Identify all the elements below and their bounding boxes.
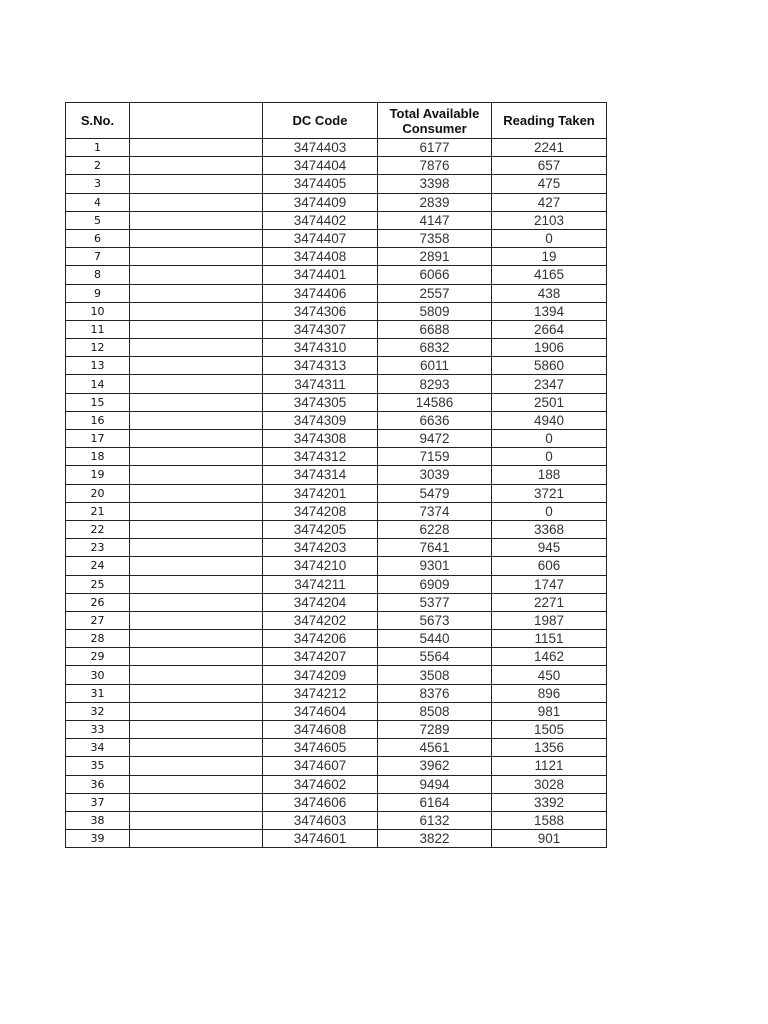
reading-taken-cell: 1505: [492, 721, 607, 739]
reading-taken-cell: 438: [492, 284, 607, 302]
reading-taken-cell: 2664: [492, 320, 607, 338]
table-row: [66, 393, 607, 411]
blank-cell: [130, 830, 263, 848]
dc-code-cell: 3474601: [263, 830, 378, 848]
table-row: [66, 520, 607, 538]
total-available-cell: 6164: [378, 793, 492, 811]
reading-taken-cell: 1394: [492, 302, 607, 320]
total-available-cell: 9472: [378, 430, 492, 448]
total-available-cell: 3508: [378, 666, 492, 684]
reading-taken-cell: 1987: [492, 611, 607, 629]
reading-taken-cell: 1121: [492, 757, 607, 775]
total-available-cell: 7641: [378, 539, 492, 557]
dc-code-cell: 3474406: [263, 284, 378, 302]
sno-cell: 18: [66, 448, 130, 466]
dc-code-cell: 3474209: [263, 666, 378, 684]
total-available-cell: 6228: [378, 520, 492, 538]
dc-code-cell: 3474202: [263, 611, 378, 629]
blank-cell: [130, 157, 263, 175]
blank-cell: [130, 793, 263, 811]
reading-taken-cell: 1906: [492, 339, 607, 357]
blank-cell: [130, 411, 263, 429]
sno-cell: 29: [66, 648, 130, 666]
table-row: [66, 484, 607, 502]
blank-cell: [130, 448, 263, 466]
reading-taken-cell: 606: [492, 557, 607, 575]
table-row: [66, 211, 607, 229]
sno-cell: 30: [66, 666, 130, 684]
reading-taken-cell: 945: [492, 539, 607, 557]
total-available-cell: 6909: [378, 575, 492, 593]
total-available-cell: 6636: [378, 411, 492, 429]
blank-cell: [130, 502, 263, 520]
table-row: [66, 302, 607, 320]
sno-cell: 10: [66, 302, 130, 320]
dc-code-cell: 3474602: [263, 775, 378, 793]
total-available-cell: 5440: [378, 630, 492, 648]
table-row: [66, 502, 607, 520]
reading-taken-cell: 1356: [492, 739, 607, 757]
blank-cell: [130, 339, 263, 357]
table-row: [66, 611, 607, 629]
dc-code-cell: 3474401: [263, 266, 378, 284]
dc-code-cell: 3474205: [263, 520, 378, 538]
reading-taken-cell: 427: [492, 193, 607, 211]
sno-cell: 17: [66, 430, 130, 448]
total-available-cell: 5809: [378, 302, 492, 320]
dc-code-cell: 3474403: [263, 139, 378, 157]
total-available-cell: 5377: [378, 593, 492, 611]
blank-cell: [130, 811, 263, 829]
sno-cell: 39: [66, 830, 130, 848]
reading-taken-cell: 1747: [492, 575, 607, 593]
total-available-cell: 9494: [378, 775, 492, 793]
dc-code-cell: 3474608: [263, 721, 378, 739]
reading-taken-cell: 981: [492, 702, 607, 720]
reading-taken-cell: 1151: [492, 630, 607, 648]
dc-code-cell: 3474603: [263, 811, 378, 829]
table-row: [66, 411, 607, 429]
dc-code-cell: 3474606: [263, 793, 378, 811]
total-available-cell: 14586: [378, 393, 492, 411]
dc-code-cell: 3474204: [263, 593, 378, 611]
total-available-cell: 6132: [378, 811, 492, 829]
dc-code-cell: 3474307: [263, 320, 378, 338]
total-available-cell: 9301: [378, 557, 492, 575]
dc-code-cell: 3474409: [263, 193, 378, 211]
reading-taken-cell: 0: [492, 430, 607, 448]
sno-cell: 23: [66, 539, 130, 557]
reading-taken-cell: 0: [492, 229, 607, 247]
header-reading-taken: Reading Taken: [492, 103, 607, 139]
sno-cell: 36: [66, 775, 130, 793]
header-total-available-consumer: Total Available Consumer: [378, 103, 492, 139]
blank-cell: [130, 520, 263, 538]
dc-code-cell: 3474604: [263, 702, 378, 720]
table-row: [66, 157, 607, 175]
total-available-cell: 6066: [378, 266, 492, 284]
blank-cell: [130, 466, 263, 484]
dc-code-cell: 3474306: [263, 302, 378, 320]
sno-cell: 3: [66, 175, 130, 193]
sno-cell: 15: [66, 393, 130, 411]
blank-cell: [130, 357, 263, 375]
table-row: [66, 357, 607, 375]
reading-taken-cell: 4940: [492, 411, 607, 429]
total-available-cell: 8508: [378, 702, 492, 720]
total-available-cell: 6832: [378, 339, 492, 357]
table-body: [66, 139, 607, 848]
total-available-cell: 8376: [378, 684, 492, 702]
blank-cell: [130, 193, 263, 211]
dc-code-cell: 3474605: [263, 739, 378, 757]
total-available-cell: 7289: [378, 721, 492, 739]
sno-cell: 27: [66, 611, 130, 629]
reading-taken-cell: 901: [492, 830, 607, 848]
header-dc-code: DC Code: [263, 103, 378, 139]
table-row: [66, 557, 607, 575]
table-row: [66, 193, 607, 211]
sno-cell: 7: [66, 248, 130, 266]
table-row: [66, 757, 607, 775]
blank-cell: [130, 611, 263, 629]
sno-cell: 31: [66, 684, 130, 702]
reading-taken-cell: 450: [492, 666, 607, 684]
reading-taken-cell: 2271: [492, 593, 607, 611]
dc-code-cell: 3474607: [263, 757, 378, 775]
total-available-cell: 7374: [378, 502, 492, 520]
blank-cell: [130, 320, 263, 338]
dc-code-cell: 3474314: [263, 466, 378, 484]
blank-cell: [130, 229, 263, 247]
dc-code-cell: 3474308: [263, 430, 378, 448]
sno-cell: 19: [66, 466, 130, 484]
blank-cell: [130, 757, 263, 775]
blank-cell: [130, 593, 263, 611]
total-available-cell: 6688: [378, 320, 492, 338]
sno-cell: 11: [66, 320, 130, 338]
total-available-cell: 5564: [378, 648, 492, 666]
blank-cell: [130, 375, 263, 393]
table-row: [66, 229, 607, 247]
reading-taken-cell: 2103: [492, 211, 607, 229]
reading-taken-cell: 2241: [492, 139, 607, 157]
sno-cell: 1: [66, 139, 130, 157]
reading-taken-cell: 188: [492, 466, 607, 484]
reading-taken-cell: 0: [492, 448, 607, 466]
reading-taken-cell: 657: [492, 157, 607, 175]
dc-code-cell: 3474312: [263, 448, 378, 466]
dc-code-cell: 3474211: [263, 575, 378, 593]
total-available-cell: 2557: [378, 284, 492, 302]
reading-taken-cell: 896: [492, 684, 607, 702]
total-available-cell: 3822: [378, 830, 492, 848]
dc-code-cell: 3474408: [263, 248, 378, 266]
table-row: [66, 830, 607, 848]
table-row: [66, 284, 607, 302]
sno-cell: 4: [66, 193, 130, 211]
dc-code-cell: 3474203: [263, 539, 378, 557]
sno-cell: 26: [66, 593, 130, 611]
sno-cell: 12: [66, 339, 130, 357]
blank-cell: [130, 557, 263, 575]
table-row: [66, 175, 607, 193]
total-available-cell: 6177: [378, 139, 492, 157]
blank-cell: [130, 302, 263, 320]
table-row: [66, 320, 607, 338]
total-available-cell: 3039: [378, 466, 492, 484]
total-available-cell: 7876: [378, 157, 492, 175]
sno-cell: 34: [66, 739, 130, 757]
table-row: [66, 775, 607, 793]
sno-cell: 20: [66, 484, 130, 502]
table-row: [66, 339, 607, 357]
table-row: [66, 575, 607, 593]
table-row: [66, 593, 607, 611]
table-row: [66, 539, 607, 557]
reading-taken-cell: 1462: [492, 648, 607, 666]
total-available-cell: 7358: [378, 229, 492, 247]
total-available-cell: 6011: [378, 357, 492, 375]
dc-code-cell: 3474305: [263, 393, 378, 411]
total-available-cell: 5479: [378, 484, 492, 502]
header-blank: [130, 103, 263, 139]
dc-code-cell: 3474201: [263, 484, 378, 502]
blank-cell: [130, 393, 263, 411]
blank-cell: [130, 739, 263, 757]
sno-cell: 25: [66, 575, 130, 593]
blank-cell: [130, 721, 263, 739]
sno-cell: 38: [66, 811, 130, 829]
total-available-cell: 2891: [378, 248, 492, 266]
table-header: [66, 103, 607, 139]
table-row: [66, 684, 607, 702]
blank-cell: [130, 775, 263, 793]
blank-cell: [130, 175, 263, 193]
dc-code-cell: 3474405: [263, 175, 378, 193]
blank-cell: [130, 666, 263, 684]
table-row: [66, 266, 607, 284]
table-row: [66, 630, 607, 648]
table-row: [66, 466, 607, 484]
sno-cell: 5: [66, 211, 130, 229]
reading-taken-cell: 19: [492, 248, 607, 266]
header-sno: S.No.: [66, 103, 130, 139]
sno-cell: 2: [66, 157, 130, 175]
table-row: [66, 739, 607, 757]
table-row: [66, 248, 607, 266]
sno-cell: 24: [66, 557, 130, 575]
blank-cell: [130, 684, 263, 702]
blank-cell: [130, 211, 263, 229]
blank-cell: [130, 575, 263, 593]
dc-code-cell: 3474309: [263, 411, 378, 429]
dc-code-cell: 3474402: [263, 211, 378, 229]
sno-cell: 16: [66, 411, 130, 429]
reading-taken-cell: 3721: [492, 484, 607, 502]
header-row: [66, 103, 607, 139]
blank-cell: [130, 284, 263, 302]
blank-cell: [130, 648, 263, 666]
blank-cell: [130, 539, 263, 557]
reading-taken-cell: 3028: [492, 775, 607, 793]
total-available-cell: 5673: [378, 611, 492, 629]
table-row: [66, 139, 607, 157]
sno-cell: 14: [66, 375, 130, 393]
reading-taken-cell: 5860: [492, 357, 607, 375]
table-row: [66, 793, 607, 811]
dc-code-cell: 3474207: [263, 648, 378, 666]
dc-code-cell: 3474310: [263, 339, 378, 357]
table-row: [66, 375, 607, 393]
total-available-cell: 3398: [378, 175, 492, 193]
total-available-cell: 2839: [378, 193, 492, 211]
reading-table: [65, 102, 607, 848]
reading-taken-cell: 475: [492, 175, 607, 193]
dc-code-cell: 3474208: [263, 502, 378, 520]
table-row: [66, 721, 607, 739]
dc-code-cell: 3474407: [263, 229, 378, 247]
sno-cell: 37: [66, 793, 130, 811]
sno-cell: 6: [66, 229, 130, 247]
sno-cell: 35: [66, 757, 130, 775]
reading-taken-cell: 3368: [492, 520, 607, 538]
total-available-cell: 3962: [378, 757, 492, 775]
total-available-cell: 4561: [378, 739, 492, 757]
table-row: [66, 702, 607, 720]
table-row: [66, 648, 607, 666]
table-row: [66, 666, 607, 684]
dc-code-cell: 3474206: [263, 630, 378, 648]
blank-cell: [130, 139, 263, 157]
dc-code-cell: 3474212: [263, 684, 378, 702]
reading-taken-cell: 0: [492, 502, 607, 520]
reading-taken-cell: 4165: [492, 266, 607, 284]
blank-cell: [130, 630, 263, 648]
reading-taken-cell: 2501: [492, 393, 607, 411]
reading-taken-cell: 3392: [492, 793, 607, 811]
reading-taken-cell: 1588: [492, 811, 607, 829]
sno-cell: 32: [66, 702, 130, 720]
total-available-cell: 8293: [378, 375, 492, 393]
dc-code-cell: 3474311: [263, 375, 378, 393]
reading-taken-cell: 2347: [492, 375, 607, 393]
sno-cell: 13: [66, 357, 130, 375]
table-row: [66, 811, 607, 829]
sno-cell: 8: [66, 266, 130, 284]
dc-code-cell: 3474210: [263, 557, 378, 575]
total-available-cell: 7159: [378, 448, 492, 466]
blank-cell: [130, 430, 263, 448]
blank-cell: [130, 248, 263, 266]
blank-cell: [130, 702, 263, 720]
blank-cell: [130, 266, 263, 284]
sno-cell: 33: [66, 721, 130, 739]
sno-cell: 21: [66, 502, 130, 520]
dc-code-cell: 3474404: [263, 157, 378, 175]
sno-cell: 22: [66, 520, 130, 538]
sno-cell: 28: [66, 630, 130, 648]
blank-cell: [130, 484, 263, 502]
table-row: [66, 448, 607, 466]
sno-cell: 9: [66, 284, 130, 302]
total-available-cell: 4147: [378, 211, 492, 229]
table-row: [66, 430, 607, 448]
dc-code-cell: 3474313: [263, 357, 378, 375]
